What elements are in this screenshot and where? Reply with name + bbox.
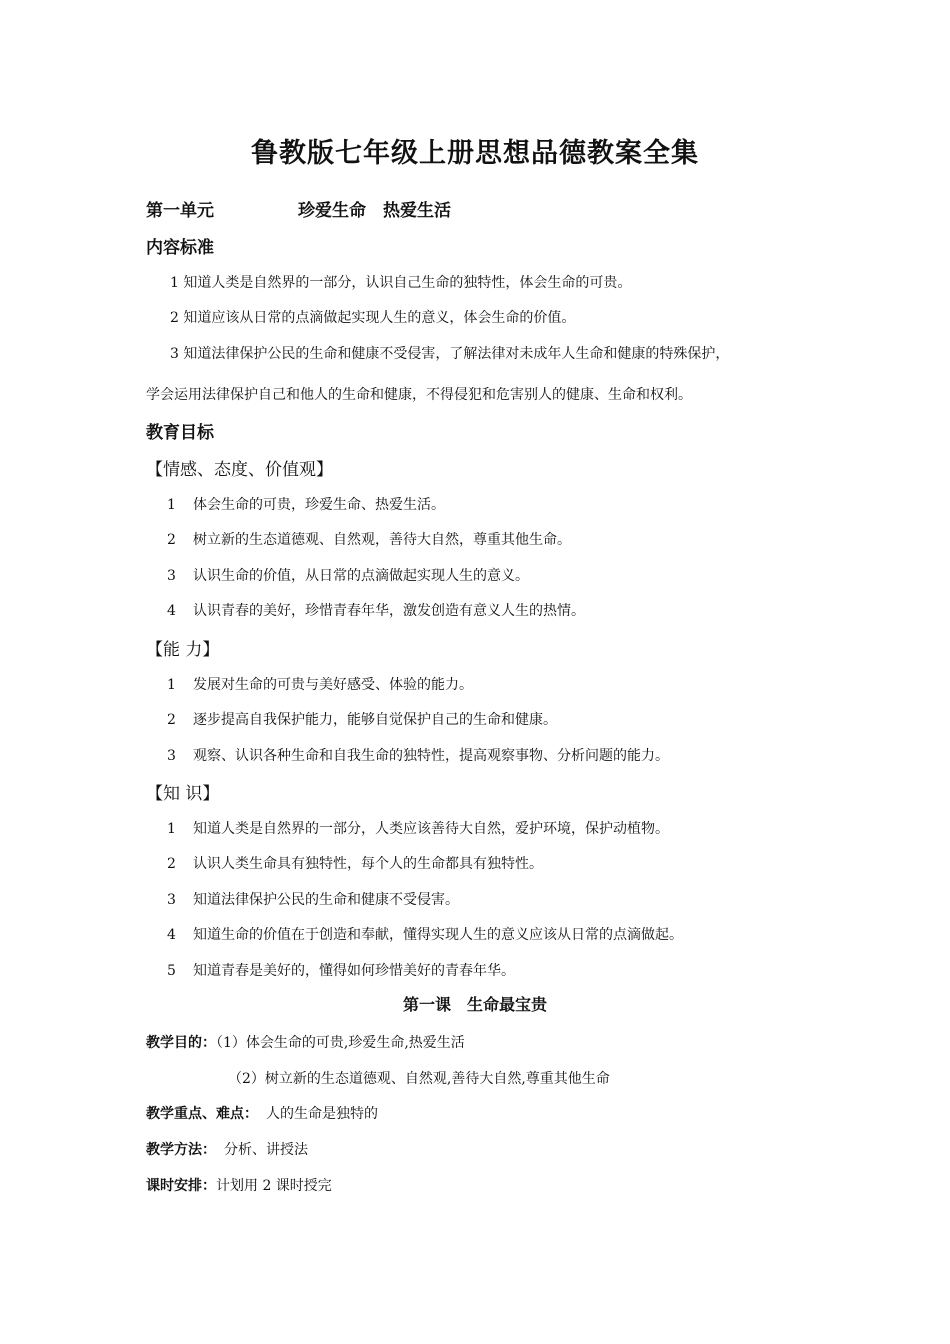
- emotion-heading: 【情感、态度、价值观】: [146, 460, 333, 480]
- content-standard-item: 2 知道应该从日常的点滴做起实现人生的意义，体会生命的价值。: [170, 310, 576, 326]
- item-number: 2: [167, 712, 176, 728]
- knowledge-item: [167, 889, 459, 909]
- item-text: 树立新的生态道德观、自然观，善待大自然，尊重其他生命。: [193, 532, 571, 548]
- knowledge-heading: 【知 识】: [146, 784, 220, 804]
- lesson-purpose: [146, 1032, 465, 1052]
- content-standard-item: 3 知道法律保护公民的生命和健康不受侵害，了解法律对未成年人生命和健康的特殊保护，: [170, 346, 730, 362]
- item-number: 4: [167, 927, 176, 943]
- method-label: 教学方法：: [146, 1142, 216, 1158]
- item-text: 知道法律保护公民的生命和健康不受侵害。: [193, 892, 459, 908]
- item-text: 发展对生命的可贵与美好感受、体验的能力。: [193, 677, 473, 693]
- lesson-method: [146, 1139, 308, 1159]
- unit-name: 珍爱生命 热爱生活: [298, 201, 451, 221]
- content-standard-continuation: 学会运用法律保护自己和他人的生命和健康，不得侵犯和危害别人的健康、生命和权利。: [146, 387, 692, 403]
- schedule-label: 课时安排：: [146, 1178, 216, 1194]
- emotion-item: [167, 600, 585, 620]
- schedule-text: 计划用 2 课时授完: [216, 1178, 332, 1194]
- focus-label: 教学重点、难点：: [146, 1106, 258, 1122]
- purpose-text-1: （1）体会生命的可贵,珍爱生命,热爱生活: [216, 1035, 465, 1051]
- item-number: 1: [167, 497, 176, 513]
- ability-item: [167, 709, 557, 729]
- purpose-text-2: （2）树立新的生态道德观、自然观,善待大自然,尊重其他生命: [228, 1071, 610, 1087]
- item-text: 认识生命的价值，从日常的点滴做起实现人生的意义。: [193, 568, 529, 584]
- ability-heading: 【能 力】: [146, 640, 220, 660]
- focus-text: 人的生命是独特的: [266, 1106, 378, 1122]
- item-text: 知道人类是自然界的一部分，人类应该善待大自然，爱护环境，保护动植物。: [193, 821, 669, 837]
- item-number: 3: [167, 748, 176, 764]
- purpose-label: 教学目的：: [146, 1035, 216, 1051]
- document-title: 鲁教版七年级上册思想品德教案全集: [251, 138, 699, 169]
- item-text: 认识人类生命具有独特性，每个人的生命都具有独特性。: [193, 856, 543, 872]
- education-goals-heading: 教育目标: [146, 423, 214, 443]
- ability-item: [167, 674, 473, 694]
- item-text: 知道青春是美好的，懂得如何珍惜美好的青春年华。: [193, 963, 515, 979]
- item-number: 1: [167, 677, 176, 693]
- item-text: 认识青春的美好，珍惜青春年华，激发创造有意义人生的热情。: [193, 603, 585, 619]
- emotion-item: [167, 494, 445, 514]
- emotion-item: [167, 565, 529, 585]
- ability-item: [167, 745, 669, 765]
- item-text: 逐步提高自我保护能力，能够自觉保护自己的生命和健康。: [193, 712, 557, 728]
- lesson-focus: [146, 1103, 378, 1123]
- item-number: 3: [167, 568, 176, 584]
- knowledge-item: [167, 818, 669, 838]
- item-text: 体会生命的可贵，珍爱生命、热爱生活。: [193, 497, 445, 513]
- lesson-title: 第一课 生命最宝贵: [402, 995, 547, 1014]
- item-number: 3: [167, 892, 176, 908]
- item-number: 5: [167, 963, 176, 979]
- item-number: 1: [167, 821, 176, 837]
- method-text: 分析、讲授法: [224, 1142, 308, 1158]
- item-text: 观察、认识各种生命和自我生命的独特性，提高观察事物、分析问题的能力。: [193, 748, 669, 764]
- unit-label: 第一单元: [146, 201, 214, 221]
- item-number: 2: [167, 532, 176, 548]
- item-text: 知道生命的价值在于创造和奉献，懂得实现人生的意义应该从日常的点滴做起。: [193, 927, 683, 943]
- emotion-item: [167, 529, 571, 549]
- lesson-schedule: [146, 1175, 332, 1195]
- knowledge-item: [167, 853, 543, 873]
- knowledge-item: [167, 924, 683, 944]
- knowledge-item: [167, 960, 515, 980]
- content-standard-item: 1 知道人类是自然界的一部分，认识自己生命的独特性，体会生命的可贵。: [170, 275, 632, 291]
- item-number: 4: [167, 603, 176, 619]
- content-standard-heading: 内容标准: [146, 238, 214, 258]
- item-number: 2: [167, 856, 176, 872]
